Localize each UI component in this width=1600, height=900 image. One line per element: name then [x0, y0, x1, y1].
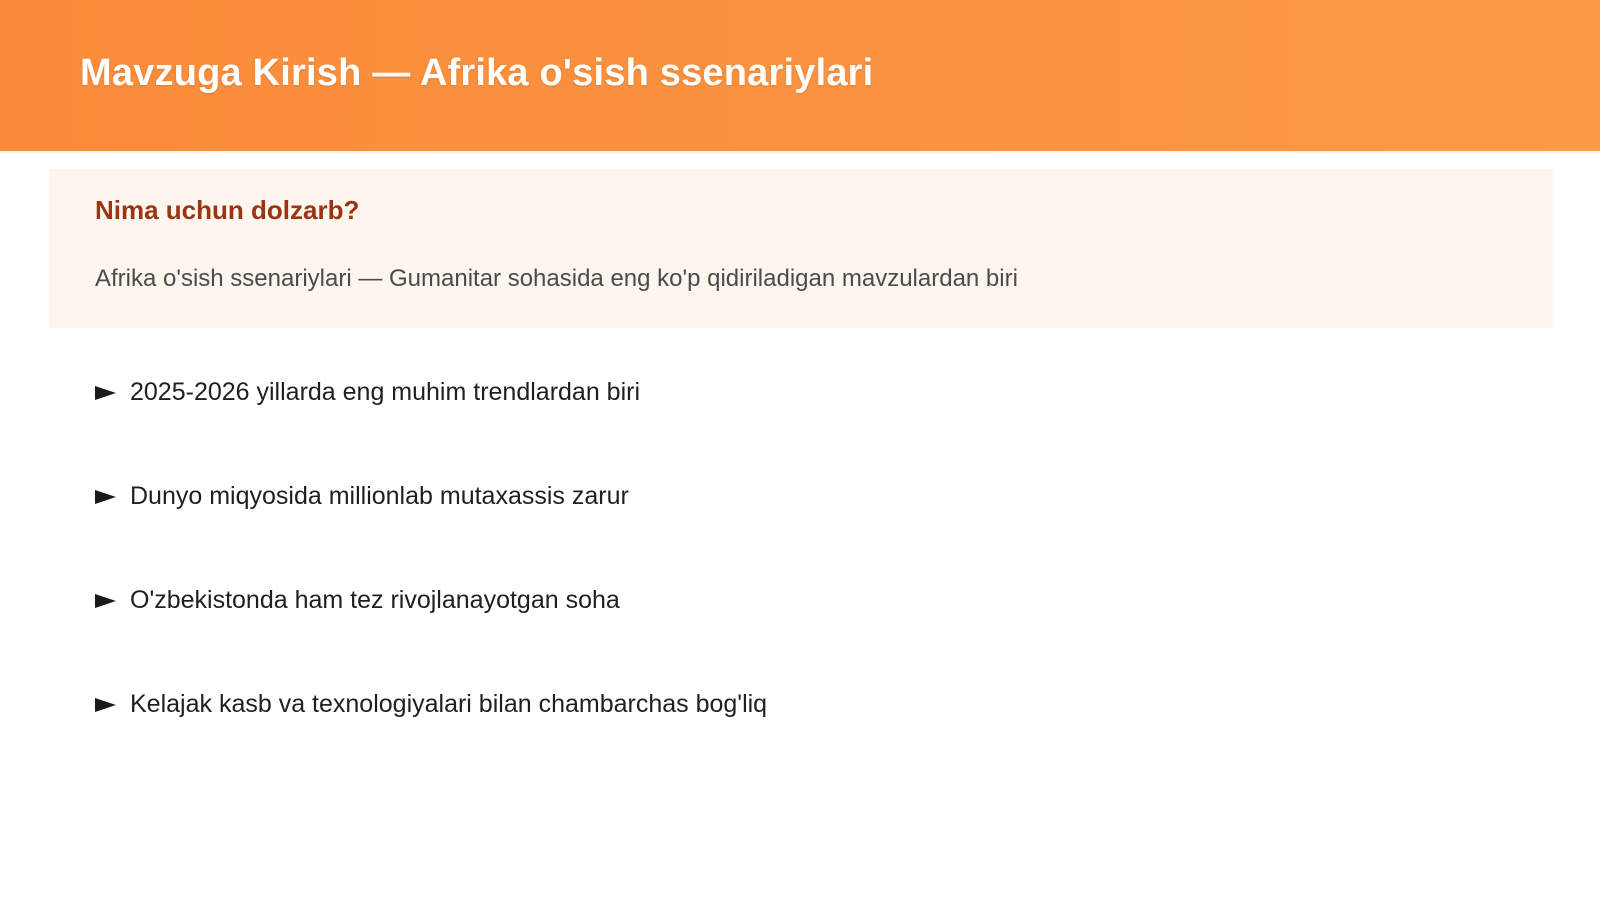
triangle-bullet-icon [95, 594, 116, 608]
callout-heading: Nima uchun dolzarb? [95, 195, 360, 225]
callout-box [49, 169, 1553, 328]
bullet-text: 2025-2026 yillarda eng muhim trendlardan biri [130, 377, 641, 406]
bullet-text: Dunyo miqyosida millionlab mutaxassis zarur [130, 481, 629, 510]
slide-title: Mavzuga Kirish — Afrika o'sish ssenariylari [80, 52, 874, 94]
bullet-item [95, 370, 767, 414]
bullet-list [95, 370, 767, 786]
bullet-item [95, 682, 767, 726]
triangle-bullet-icon [95, 698, 116, 712]
callout-text: Afrika o'sish ssenariylari — Gumanitar sohasida eng ko'p qidiriladigan mavzulardan biri [95, 265, 1018, 292]
bullet-text: Kelajak kasb va texnologiyalari bilan chambarchas bog'liq [130, 689, 768, 718]
slide-header [0, 0, 1600, 151]
triangle-bullet-icon [95, 490, 116, 504]
triangle-bullet-icon [95, 386, 116, 400]
bullet-item [95, 474, 767, 518]
bullet-item [95, 578, 767, 622]
bullet-text: O'zbekistonda ham tez rivojlanayotgan soha [130, 585, 620, 614]
